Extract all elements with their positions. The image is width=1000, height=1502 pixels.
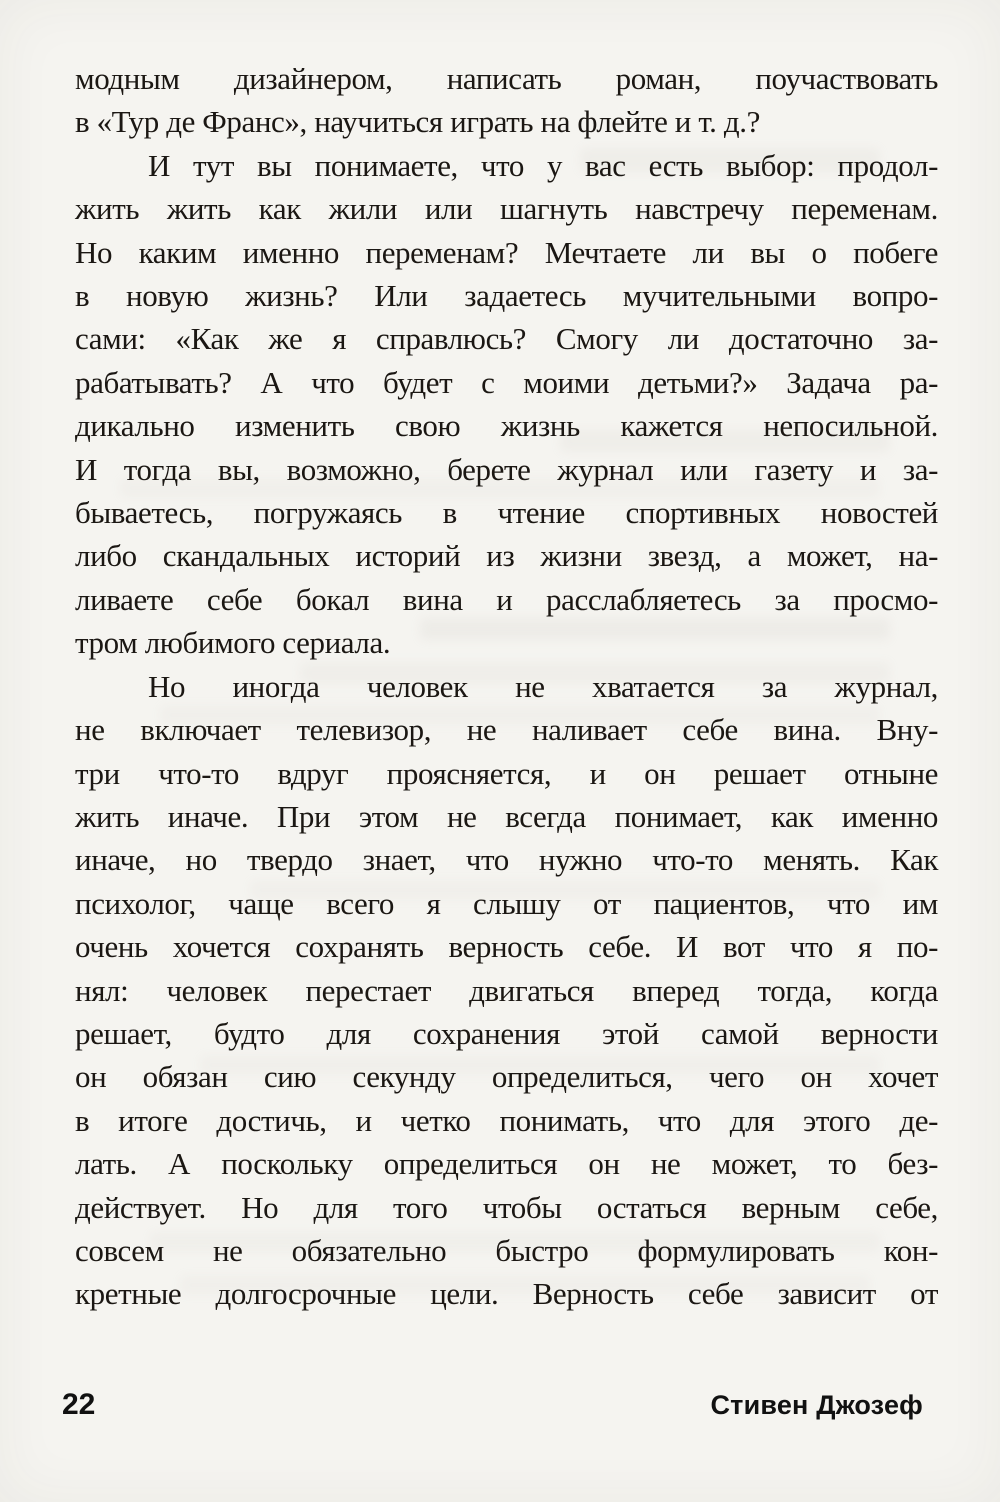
text-line: жить иначе. При этом не всегда понимает, как именно bbox=[75, 798, 938, 834]
text-line: тром любимого сериала. bbox=[75, 625, 391, 661]
text-line: лать. А поскольку определиться он не может, то без- bbox=[75, 1146, 938, 1182]
text-line: действует. Но для того чтобы остаться верным себе, bbox=[75, 1189, 938, 1225]
text-line: очень хочется сохранять верность себе. И вот что я по- bbox=[75, 929, 938, 965]
text-line: либо скандальных историй из жизни звезд, а может, на- bbox=[75, 538, 938, 574]
text-line: психолог, чаще всего я слышу от пациентов, что им bbox=[75, 885, 938, 921]
text-line: кретные долгосрочные цели. Верность себе зависит от bbox=[75, 1276, 938, 1312]
page-number: 22 bbox=[62, 1388, 96, 1421]
text-line: модным дизайнером, написать роман, поучаствовать bbox=[75, 61, 938, 96]
text-line: бываетесь, погружаясь в чтение спортивных новостей bbox=[75, 495, 938, 531]
text-line: жить жить как жили или шагнуть навстречу переменам. bbox=[75, 191, 938, 227]
body-text-block bbox=[75, 57, 938, 1316]
text-line: в итоге достичь, и четко понимать, что для этого де- bbox=[75, 1102, 938, 1138]
text-line: он обязан сию секунду определиться, чего он хочет bbox=[75, 1059, 938, 1095]
text-line: И тогда вы, возможно, берете журнал или газету и за- bbox=[75, 451, 938, 487]
text-line: сами: «Как же я справлюсь? Смогу ли достаточно за- bbox=[75, 321, 938, 357]
text-line: в новую жизнь? Или задаетесь мучительными вопро- bbox=[75, 278, 938, 314]
text-line: И тут вы понимаете, что у вас есть выбор: продол- bbox=[148, 147, 938, 183]
running-title-author: Стивен Джозеф bbox=[710, 1390, 923, 1420]
text-line: Но каким именно переменам? Мечтаете ли вы о побеге bbox=[75, 234, 938, 270]
text-line: три что-то вдруг проясняется, и он решает отныне bbox=[75, 755, 938, 791]
text-line: решает, будто для сохранения этой самой верности bbox=[75, 1015, 938, 1051]
page-footer bbox=[0, 1388, 1000, 1422]
text-line: дикально изменить свою жизнь кажется непосильной. bbox=[75, 408, 938, 444]
text-line: в «Тур де Франс», научиться играть на флейте и т. д.? bbox=[75, 104, 760, 140]
text-line: иначе, но твердо знает, что нужно что-то менять. Как bbox=[75, 842, 938, 878]
text-line: не включает телевизор, не наливает себе вина. Вну- bbox=[75, 712, 938, 748]
text-line: рабатывать? А что будет с моими детьми?» Задача ра- bbox=[75, 364, 938, 400]
text-line: совсем не обязательно быстро формулировать кон- bbox=[75, 1232, 938, 1268]
text-line: нял: человек перестает двигаться вперед тогда, когда bbox=[75, 972, 938, 1008]
text-line: ливаете себе бокал вина и расслабляетесь за просмо- bbox=[75, 581, 938, 617]
text-line: Но иногда человек не хватается за журнал, bbox=[148, 668, 938, 704]
